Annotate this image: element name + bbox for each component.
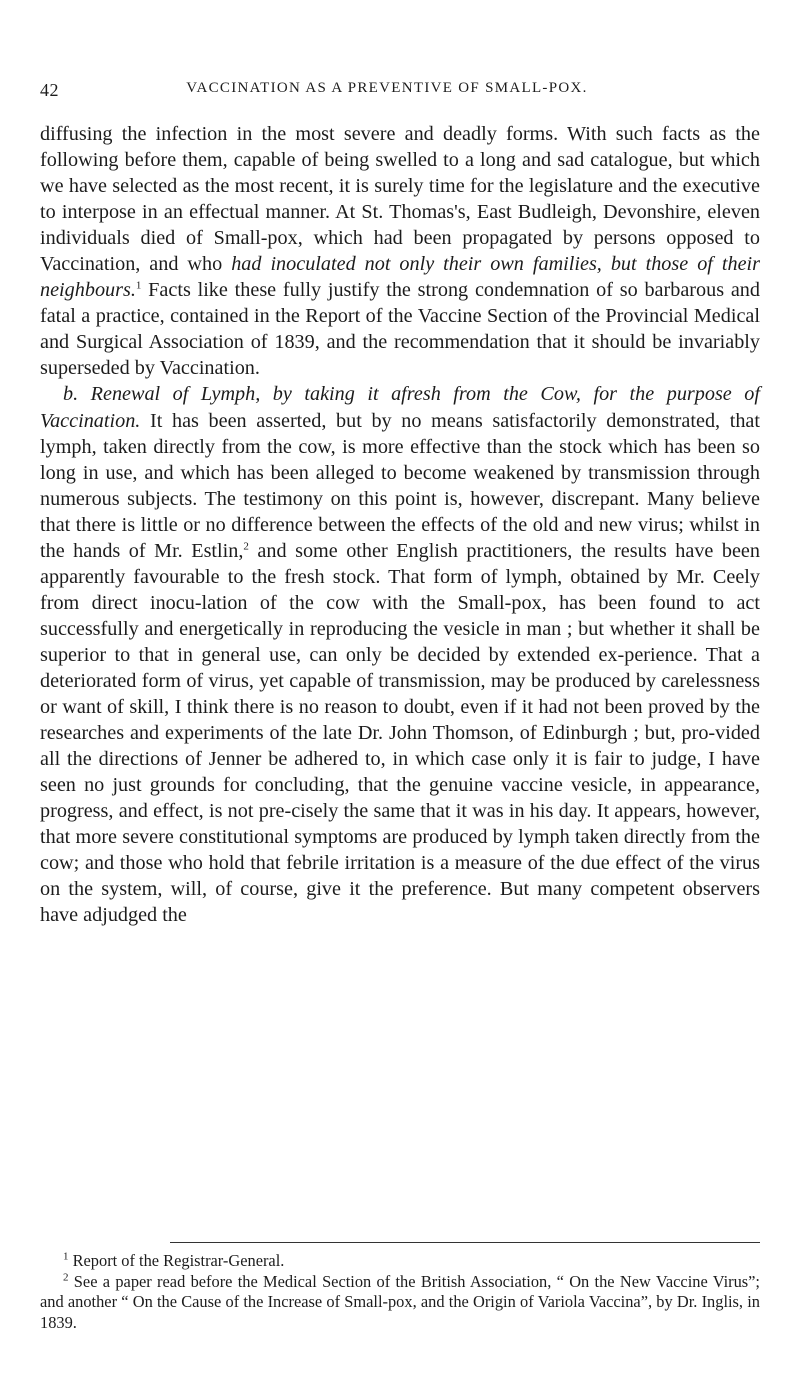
footnote-ref-2: 2 [243,540,249,553]
footnote-rule [170,1242,760,1243]
footnotes [40,1251,760,1333]
section-heading-b: b. Renewal of Lymph, by taking it afresh from the Cow, for the purpose of Vaccination. [40,383,760,432]
paragraph-2-text-b: and some other English practitioners, the results have been apparently favourable to the fresh stock. That form of lymph, obtained by Mr. Ceely from direct inocu-lation of the cow with the Small-pox, has been found to act successfully and energetically in reproducing the vesicle in man ; but whether it shall be superior to that in general use, can only be decided by extended ex-perience. That a deteriorated form of virus, yet capable of transmission, may be produced by carelessness or want of skill, I think there is no reason to doubt, even if it had not been proved by the researches and experiments of the late Dr. John Thomson, of Edinburgh ; but, pro-vided all the directions of Jenner be adhered to, in which case only it is fair to judge, I have seen no just grounds for concluding, that the genuine vaccine vesicle, in appearance, progress, and effect, is not pre-cisely the same that it was in his day. It appears, however, that more severe constitutional symptoms are produced by lymph taken directly from the cow; and those who hold that febrile irritation is a measure of the due effect of the virus on the system, will, of course, give it the preference. But many competent observers have adjudged the [40,539,760,927]
paragraph-1-text-b: Facts like these fully justify the strong condemnation of so barbarous and fatal a practice, contained in the Report of the Vaccine Section of the Provincial Medical and Surgical Association of 1839, and the recommendation that it should be invariably superseded by Vaccination. [40,279,760,380]
running-head [40,80,734,102]
footnote-2-mark: 2 [63,1271,69,1284]
paragraph-1-emphasis: had inoculated not only their own families, but those of their neighbours. [40,253,760,302]
footnote-ref-1: 1 [135,279,142,292]
paragraph-1-text-a: diffusing the infection in the most severe and deadly forms. With such facts as the following before them, capable of being swelled to a long and sad catalogue, but which we have selected as the most recent, it is surely time for the legislature and the executive to interpose in an effectual manner. At St. Thomas's, East Budleigh, Devonshire, eleven individuals died of Small-pox, which had been propagated by persons opposed to Vaccination, and who [40,123,760,276]
paragraph-2-text-a: It has been asserted, but by no means satisfactorily demonstrated, that lymph, taken directly from the cow, is more effective than the stock which has been so long in use, and which has been alleged to become weakened by transmission through numerous subjects. The testimony on this point is, however, discrepant. Many believe that there is little or no difference between the effects of the old and new virus; whilst in the hands of Mr. Estlin, [40,409,760,562]
paragraph-2 [40,381,760,928]
page-number: 42 [40,80,59,100]
running-title: VACCINATION AS A PREVENTIVE OF SMALL-POX. [186,80,588,96]
footnote-2 [40,1272,760,1334]
body-text [40,121,760,928]
footnote-1-text: Report of the Registrar-General. [68,1251,285,1270]
footnote-1 [40,1251,760,1272]
footnote-1-mark: 1 [63,1250,69,1263]
paragraph-1 [40,121,760,381]
footnote-2-text: See a paper read before the Medical Section of the British Association, “ On the New Vaccine Virus”; and another “ On the Cause of the Increase of Small-pox, and the Origin of Variola Vaccina”, by Dr. Inglis, in 1839. [40,1271,760,1332]
